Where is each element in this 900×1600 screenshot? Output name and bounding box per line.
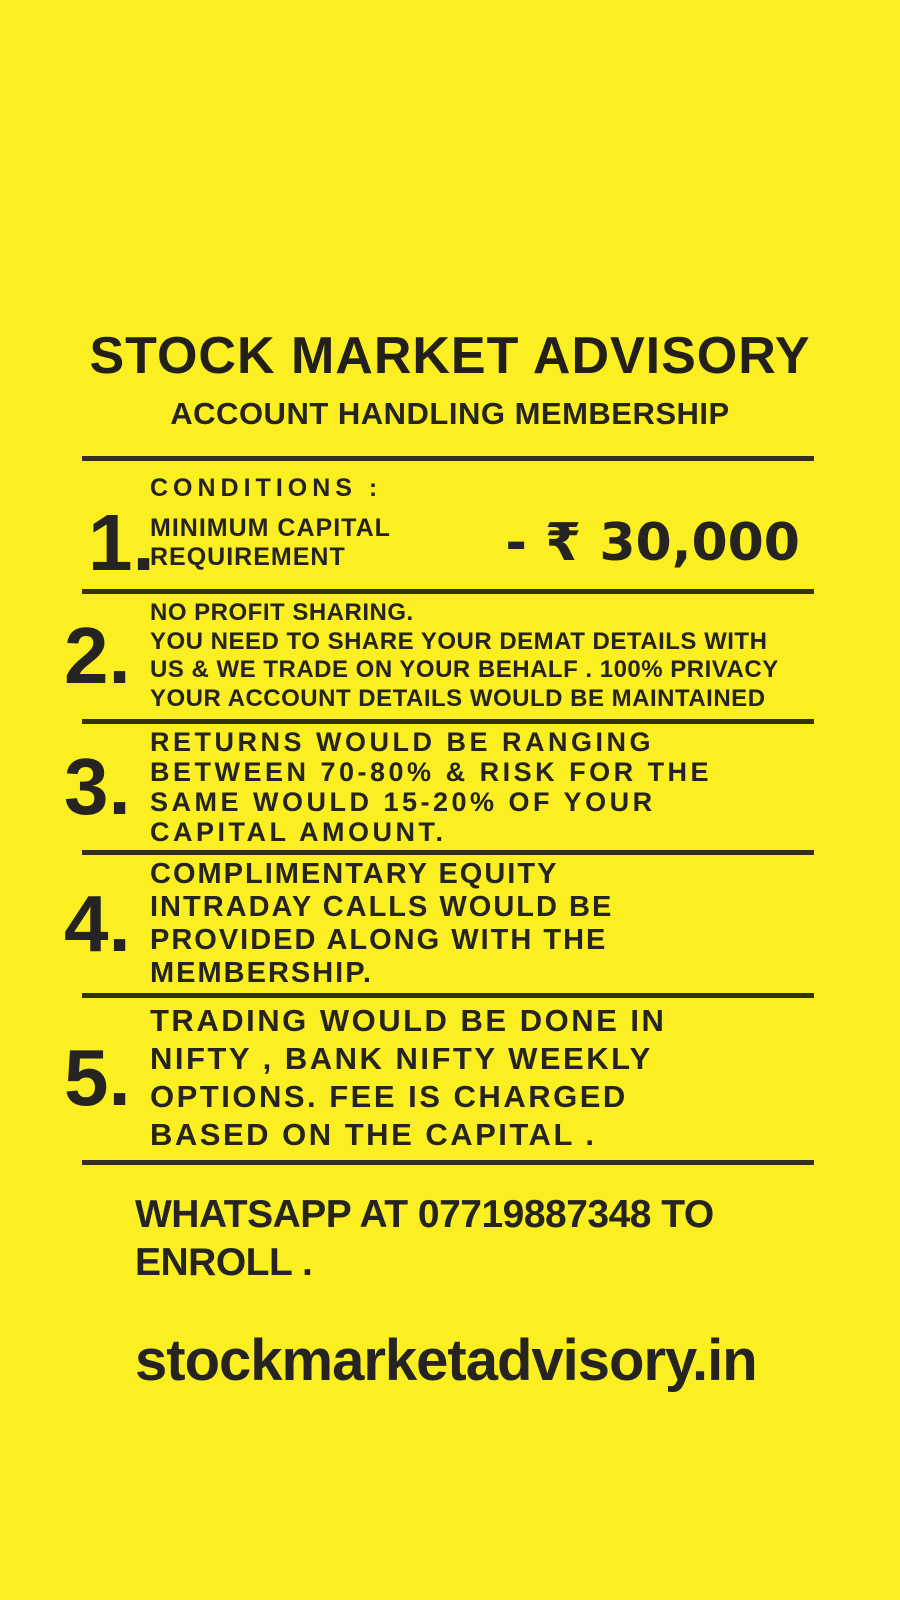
separator-line: [82, 456, 814, 461]
website-url: stockmarketadvisory.in: [135, 1328, 757, 1393]
condition-line: RETURNS WOULD BE RANGING: [150, 727, 654, 757]
whatsapp-line: WHATSAPP AT 07719887348 TO: [135, 1193, 714, 1236]
condition-line: MEMBERSHIP.: [150, 957, 373, 989]
condition-item-2: [64, 594, 900, 719]
condition-number: 4.: [64, 879, 131, 968]
condition-line: YOUR ACCOUNT DETAILS WOULD BE MAINTAINED: [150, 684, 766, 712]
condition-line: OPTIONS. FEE IS CHARGED: [150, 1079, 628, 1114]
condition-number: 3.: [64, 742, 131, 831]
condition-item-5: [64, 998, 900, 1160]
condition-line: PROVIDED ALONG WITH THE: [150, 924, 608, 956]
whatsapp-enroll-text: [135, 1191, 775, 1287]
condition-number: 5.: [64, 1033, 131, 1122]
poster-title: STOCK MARKET ADVISORY: [89, 327, 811, 385]
condition-line: NIFTY , BANK NIFTY WEEKLY: [150, 1041, 653, 1076]
condition-line: YOU NEED TO SHARE YOUR DEMAT DETAILS WITH: [150, 627, 768, 655]
separator-line: [82, 1160, 814, 1165]
condition-line: TRADING WOULD BE DONE IN: [150, 1003, 667, 1038]
condition-number: 1.: [88, 498, 155, 587]
capital-amount: - ₹ 30,000: [505, 513, 800, 573]
condition-line: INTRADAY CALLS WOULD BE: [150, 891, 614, 923]
poster-subtitle: ACCOUNT HANDLING MEMBERSHIP: [170, 396, 730, 431]
condition-line: BASED ON THE CAPITAL .: [150, 1117, 597, 1152]
condition-line: US & WE TRADE ON YOUR BEHALF . 100% PRIVACY: [150, 656, 779, 683]
whatsapp-line: ENROLL .: [135, 1241, 313, 1284]
condition-number: 2.: [64, 611, 131, 700]
conditions-label: CONDITIONS :: [150, 474, 383, 502]
condition-line: SAME WOULD 15-20% OF YOUR: [150, 787, 656, 817]
condition-item-3: [64, 724, 900, 850]
condition-line: COMPLIMENTARY EQUITY: [150, 858, 559, 890]
condition-item-1: [0, 473, 900, 587]
condition-line: BETWEEN 70-80% & RISK FOR THE: [150, 757, 713, 787]
condition-line: CAPITAL AMOUNT.: [150, 817, 447, 847]
condition-item-4: [64, 855, 900, 993]
condition-line: NO PROFIT SHARING.: [150, 599, 414, 626]
condition-text: MINIMUM CAPITAL REQUIREMENT: [150, 514, 391, 571]
